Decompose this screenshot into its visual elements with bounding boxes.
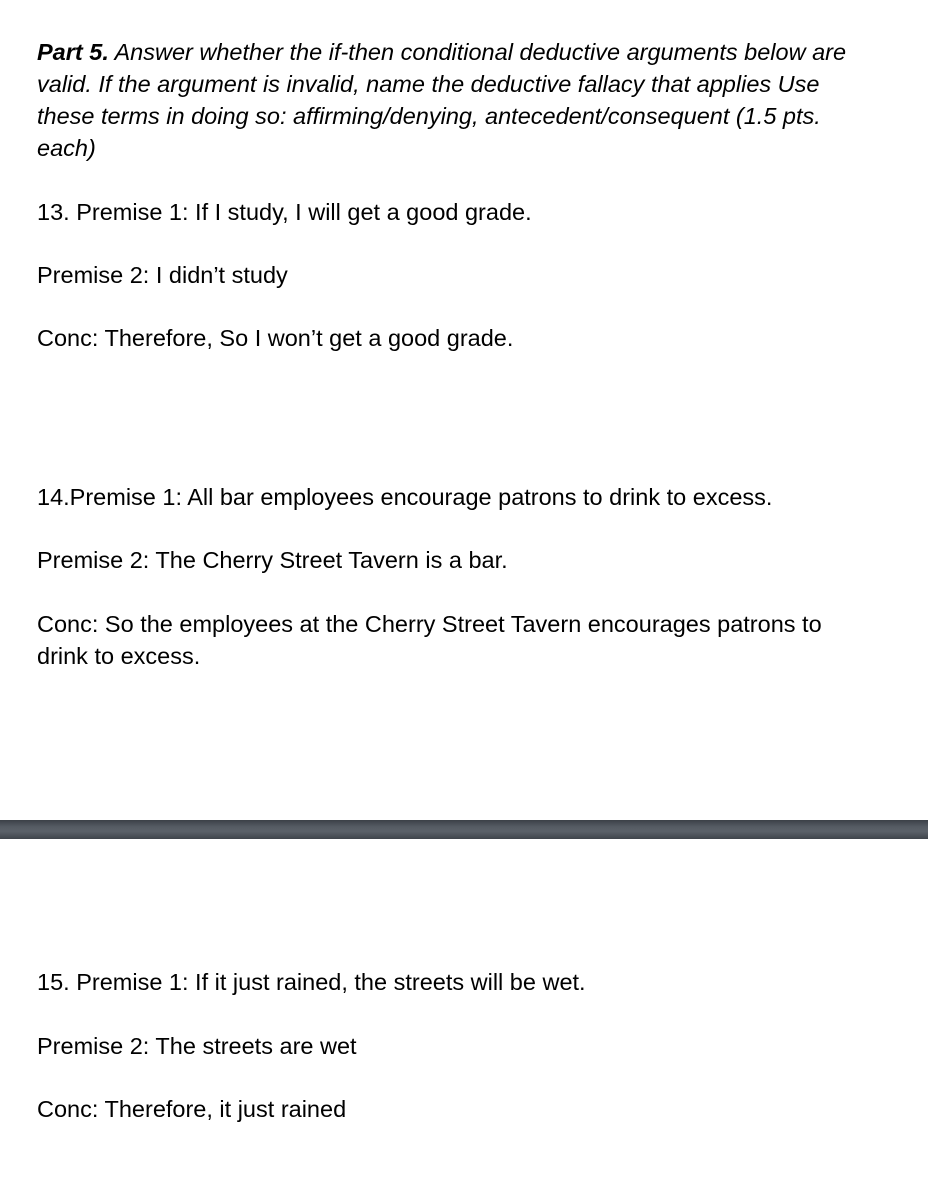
question-15-conclusion: Conc: Therefore, it just rained: [37, 1096, 347, 1122]
question-14-premise-1: 14.Premise 1: All bar employees encourage patrons to drink to excess.: [37, 484, 773, 510]
question-15-premise-1: 15. Premise 1: If it just rained, the streets will be wet.: [37, 969, 586, 995]
question-13-conclusion: Conc: Therefore, So I won’t get a good grade.: [37, 325, 514, 351]
question-13-premise-2: Premise 2: I didn’t study: [37, 262, 288, 288]
part-instructions: [37, 36, 867, 164]
question-14-premise-2: Premise 2: The Cherry Street Tavern is a bar.: [37, 547, 508, 573]
part-instructions-text: Answer whether the if-then conditional deductive arguments below are valid. If the argument is invalid, name the deductive fallacy that applies Use these terms in doing so: affirming/denying, antecedent/consequent (1.5 pts. each): [37, 39, 847, 161]
part-heading: Part 5.: [37, 39, 109, 65]
question-15-premise-2: Premise 2: The streets are wet: [37, 1033, 357, 1059]
question-13-premise-1: 13. Premise 1: If I study, I will get a good grade.: [37, 199, 532, 225]
question-14-conclusion: Conc: So the employees at the Cherry Street Tavern encourages patrons to drink to excess.: [37, 611, 822, 669]
page-break-divider: [0, 820, 928, 839]
